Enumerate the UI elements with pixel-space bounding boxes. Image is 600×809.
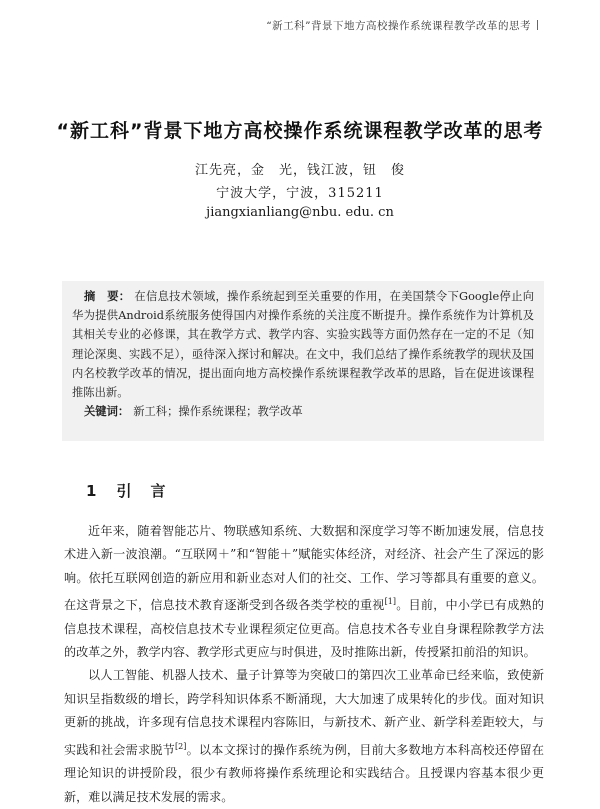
keywords-label: 关键词： [84,405,130,419]
header-divider [537,20,538,30]
paragraph-1-part-a: 近年来，随着智能芯片、物联感知系统、大数据和深度学习等不断加速发展，信息技术进入新一波浪潮。“互联网＋”和“智能＋”赋能实体经济，对经济、社会产生了深远的影响。依托互联网创造的新应用和新业态对人们的社交、工作、学习等都具有重要的意义。在这背景之下，信息技术教育逐渐受到各级各类学校的重视 [64,524,544,613]
section-title: 引 言 [116,482,168,500]
abstract [72,287,534,402]
section-number: 1 [86,482,99,500]
citation-2: [2] [175,741,187,751]
author-email: jiangxianliang@nbu. edu. cn [206,205,394,220]
section-heading [86,480,167,501]
paragraph-1-part-b: 。目前，中小学已有成熟的信息技术课程，高校信息技术专业课程须定位更高。信息技术各专业自身课程除教学方法的改革之外，教学内容、教学形式更应与时俱进，及时推陈出新，传授紧扣前沿的知识。 [64,598,544,660]
running-header [266,18,538,33]
citation-1: [1] [384,597,396,607]
running-header-text: “新工科”背景下地方高校操作系统课程教学改革的思考 [266,20,531,32]
author-list: 江先亮，金 光，钱江波，钮 俊 [194,163,405,178]
paper-title: “新工科”背景下地方高校操作系统课程教学改革的思考 [56,120,544,142]
paragraph-1 [64,520,544,664]
abstract-box [62,281,544,441]
paragraph-2-part-a: 以人工智能、机器人技术、量子计算等为突破口的第四次工业革命已经来临，致使新知识呈指数级的增长，跨学科知识体系不断涌现，大大加速了成果转化的步伐。面对知识更新的挑战，许多现有信息技术课程内容陈旧，与新技术、新产业、新学科差距较大，与实践和社会需求脱节 [64,668,544,757]
keywords-text: 新工科；操作系统课程；教学改革 [133,405,303,419]
affiliation: 宁波大学，宁波，315211 [216,186,384,201]
body-text [64,520,544,809]
keywords [72,402,534,421]
abstract-label: 摘 要： [84,290,131,303]
paragraph-2 [64,664,544,808]
paragraph-2-part-b: 。以本文探讨的操作系统为例，目前大多数地方本科高校还停留在理论知识的讲授阶段，很少有教师将操作系统理论和实践结合。且授课内容基本很少更新，难以满足技术发展的需求。 [64,742,544,804]
abstract-text: 在信息技术领域，操作系统起到至关重要的作用，在美国禁令下Google停止向华为提供Android系统服务使得国内对操作系统的关注度不断提升。操作系统作为计算机及其相关专业的必修课，其在教学方式、教学内容、实验实践等方面仍然存在一定的不足（知理论深奥、实践不足），亟待深入探讨和解决。在文中，我们总结了操作系统教学的现状及国内名校教学改革的情况，提出面向地方高校操作系统课程教学改革的思路，旨在促进该课程推陈出新。 [72,290,534,400]
